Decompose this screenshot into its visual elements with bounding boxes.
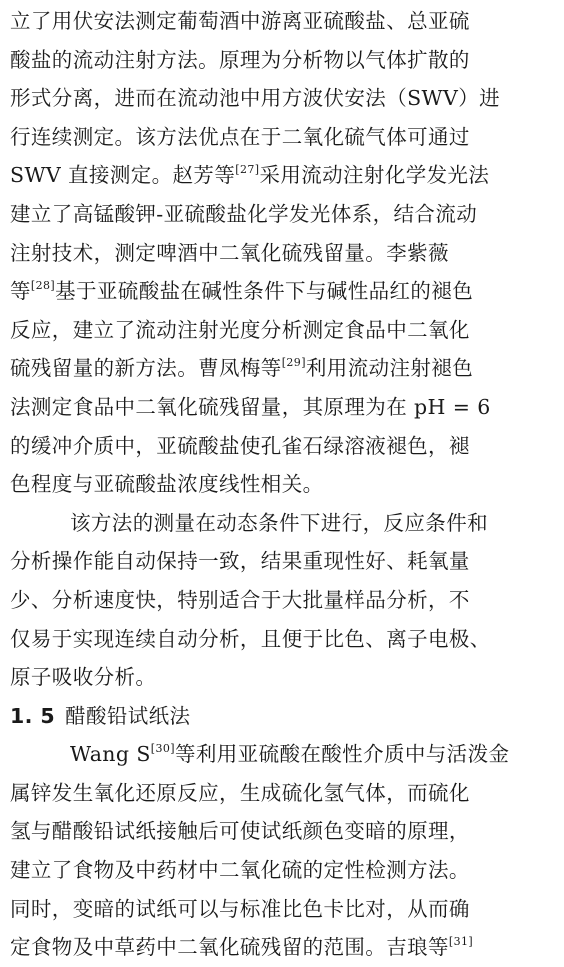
- text-line: 氢与醋酸铅试纸接触后可使试纸颜色变暗的原理，: [10, 819, 470, 844]
- text-span: 定食物及中草药中二氧化硫残留的范围。吉琅等: [10, 935, 449, 960]
- text-line: 建立了食物及中药材中二氧化硫的定性检测方法。: [10, 858, 470, 883]
- text-line: 同时，变暗的试纸可以与标准比色卡比对，从而确: [10, 896, 470, 921]
- citation-ref: [30]: [150, 742, 175, 756]
- text-line: 行连续测定。该方法优点在于二氧化硫气体可通过: [10, 124, 470, 149]
- text-span: 硫残留量的新方法。曹凤梅等: [10, 356, 282, 381]
- paragraph-first-line: [10, 735, 554, 774]
- text-span: 基于亚硫酸盐在碱性条件下与碱性品红的褪色: [55, 279, 474, 304]
- section-number: 1. 5: [10, 703, 56, 728]
- text-line: 原子吸收分析。: [10, 665, 157, 690]
- text-line: 仅易于实现连续自动分析，且便于比色、离子电极、: [10, 626, 491, 651]
- text-span: 等: [10, 279, 31, 304]
- text-line: [10, 156, 554, 195]
- text-line: [10, 928, 554, 967]
- citation-ref: [29]: [281, 356, 306, 370]
- section-heading: [10, 697, 554, 736]
- text-line: 建立了高锰酸钾-亚硫酸盐化学发光体系，结合流动: [10, 201, 478, 226]
- citation-ref: [27]: [235, 163, 260, 177]
- text-line: 酸盐的流动注射方法。原理为分析物以气体扩散的: [10, 47, 470, 72]
- text-line: 反应，建立了流动注射光度分析测定食品中二氧化: [10, 317, 470, 342]
- text-line: 注射技术，测定啤酒中二氧化硫残留量。李紫薇: [10, 240, 449, 265]
- text-line: 少、分析速度快，特别适合于大批量样品分析，不: [10, 587, 470, 612]
- text-span: SWV 直接测定。赵芳等: [10, 163, 236, 188]
- paragraph-first-line: 该方法的测量在动态条件下进行，反应条件和: [70, 510, 488, 535]
- text-line: 的缓冲介质中，亚硫酸盐使孔雀石绿溶液褪色，褪: [10, 433, 470, 458]
- text-span: 利用流动注射褪色: [305, 356, 474, 381]
- citation-ref: [31]: [448, 935, 474, 949]
- text-span: 采用流动注射化学发光法: [259, 163, 490, 188]
- text-line: 属锌发生氧化还原反应，生成硫化氢气体，而硫化: [10, 780, 470, 805]
- text-line: [10, 272, 554, 311]
- text-line: 色程度与亚硫酸盐浓度线性相关。: [10, 472, 324, 497]
- text-line: 形式分离，进而在流动池中用方波伏安法（SWV）进: [10, 86, 501, 111]
- text-line: [10, 349, 554, 388]
- text-span: 等利用亚硫酸在酸性介质中与活泼金: [174, 742, 510, 767]
- section-title: 醋酸铅试纸法: [65, 703, 191, 728]
- text-line: 立了用伏安法测定葡萄酒中游离亚硫酸盐、总亚硫: [10, 9, 470, 33]
- text-line: 法测定食品中二氧化硫残留量，其原理为在 pH = 6: [10, 394, 491, 419]
- text-span: Wang S: [70, 742, 151, 767]
- text-line: 分析操作能自动保持一致，结果重现性好、耗氧量: [10, 549, 470, 574]
- citation-ref: [28]: [30, 279, 56, 293]
